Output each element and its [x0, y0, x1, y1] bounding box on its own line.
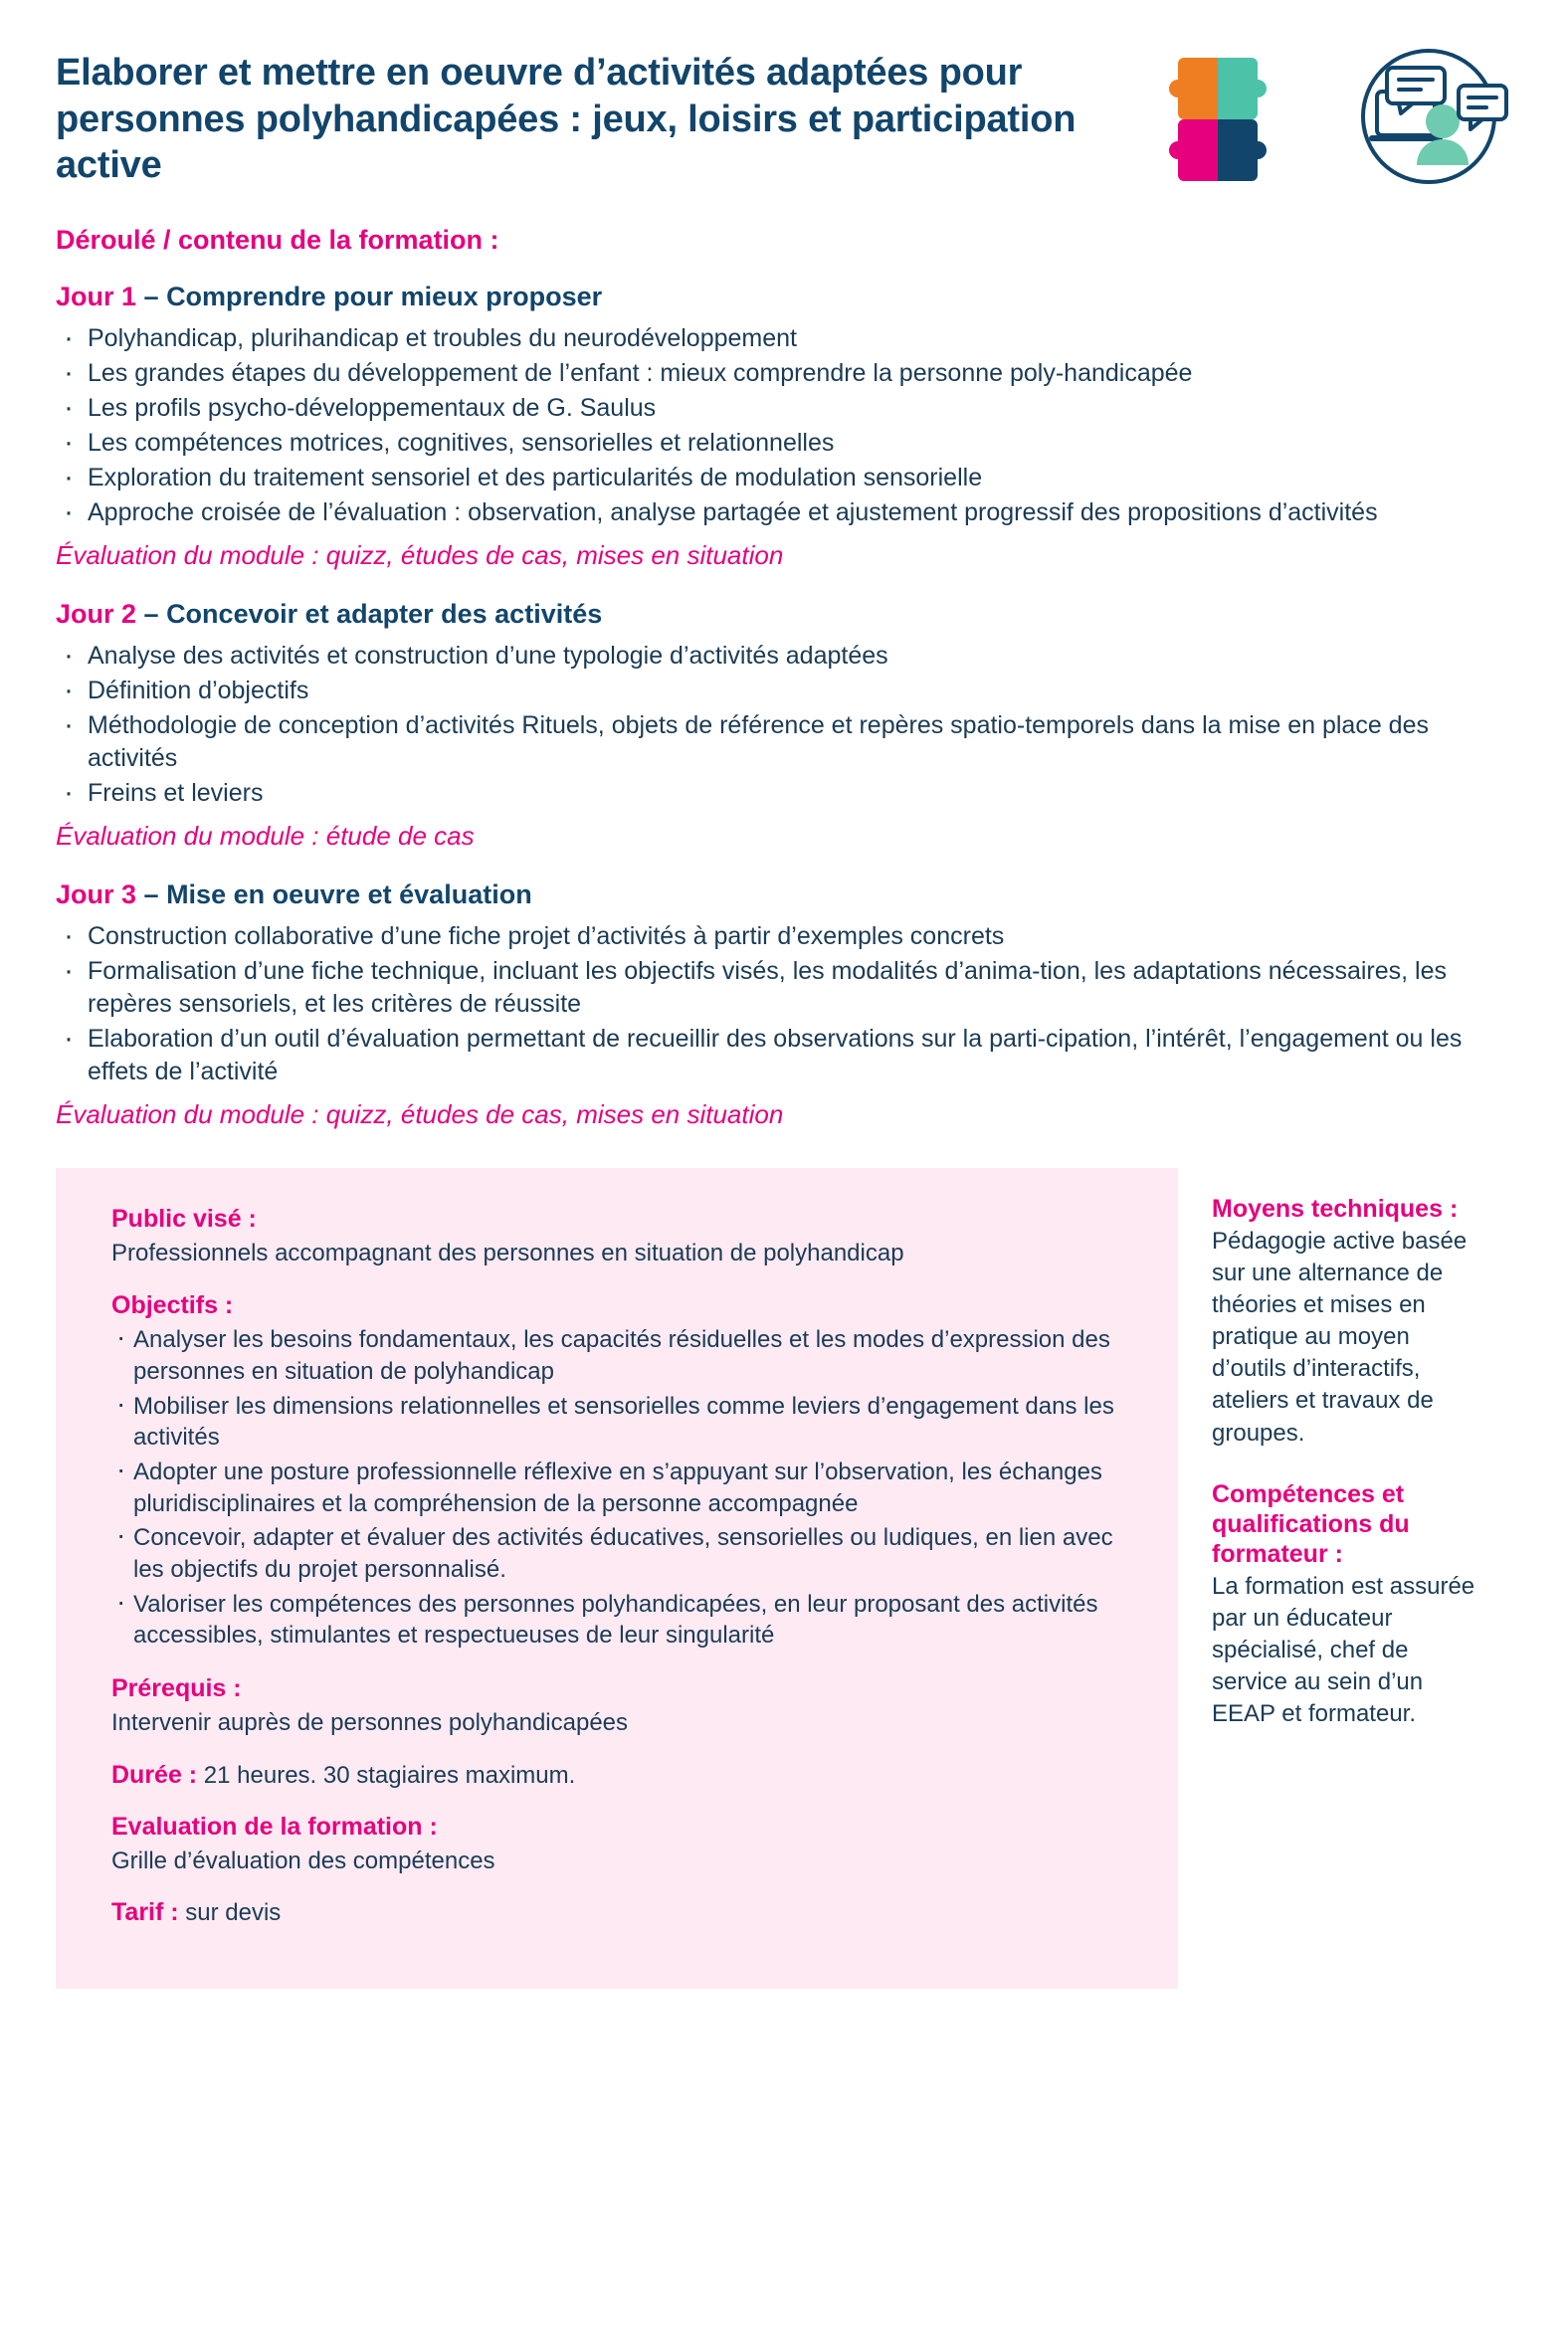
tarif-title: Tarif : — [111, 1898, 179, 1927]
list-item: · Construction collaborative d’une fiche projet d’activités à partir d’exemples concrets — [56, 920, 1512, 953]
day-dash-2: – — [136, 599, 167, 629]
list-item: · Approche croisée de l’évaluation : observation, analyse partagée et ajustement progressif des propositions d’activités — [56, 496, 1512, 529]
list-item: · Mobiliser les dimensions relationnelles et sensorielles comme leviers d’engagement dans les activités — [111, 1391, 1130, 1454]
program-section-title: Déroulé / contenu de la formation : — [56, 225, 499, 256]
public-text: Professionnels accompagnant des personnes en situation de polyhandicap — [111, 1239, 904, 1266]
list-item: · Formalisation d’une fiche technique, incluant les objectifs visés, les modalités d’anima-tion, les adaptations nécessaires, les repères sensoriels, et les critères de réussite — [56, 955, 1512, 1021]
list-item: · Freins et leviers — [56, 777, 1512, 810]
program-section — [56, 225, 1512, 1131]
duree-title: Durée : — [111, 1760, 198, 1789]
tarif-text: sur devis — [178, 1899, 282, 1927]
public-title: Public visé : — [111, 1204, 257, 1233]
puzzle-pieces-icon — [1158, 52, 1277, 181]
day-block-1 — [56, 282, 1512, 573]
day-title-3 — [56, 879, 1512, 910]
objectifs-list — [111, 1324, 1130, 1652]
tarif-group — [111, 1898, 1130, 1927]
list-item: · Définition d’objectifs — [56, 675, 1512, 707]
list-item: · Polyhandicap, plurihandicap et troubles du neurodéveloppement — [56, 322, 1512, 355]
day-block-2 — [56, 599, 1512, 854]
list-item: · Exploration du traitement sensoriel et des particularités de modulation sensorielle — [56, 462, 1512, 494]
list-item: · Concevoir, adapter et évaluer des activités éducatives, sensorielles ou ludiques, en lien avec les objectifs du projet personnalisé. — [111, 1522, 1130, 1585]
day-title-2 — [56, 599, 1512, 630]
day-block-3 — [56, 879, 1512, 1132]
day-evaluation-2: Évaluation du module : étude de cas — [56, 821, 475, 851]
day-evaluation-3: Évaluation du module : quizz, études de cas, mises en situation — [56, 1098, 784, 1129]
prerequis-title: Prérequis : — [111, 1673, 242, 1702]
day-dash-3: – — [136, 878, 167, 909]
day-label-3: Jour 3 — [56, 878, 137, 909]
objectifs-title: Objectifs : — [111, 1291, 234, 1320]
moyens-title: Moyens techniques : — [1212, 1194, 1459, 1223]
evaluation-text: Grille d’évaluation des compétences — [111, 1847, 495, 1874]
info-panel — [56, 1168, 1178, 1990]
list-item: · Méthodologie de conception d’activités Rituels, objets de référence et repères spatio-temporels dans la mise en place des activités — [56, 709, 1512, 775]
competences-title: Compétences et qualifications du formateur : — [1212, 1479, 1410, 1568]
list-item: · Elaboration d’un outil d’évaluation permettant de recueillir des observations sur la parti-cipation, l’intérêt, l’engagement ou les effets de l’activité — [56, 1023, 1512, 1088]
day-label-1: Jour 1 — [56, 282, 137, 312]
duree-text: 21 heures. 30 stagiaires maximum. — [197, 1761, 576, 1789]
day-evaluation-1: Évaluation du module : quizz, études de cas, mises en situation — [56, 540, 784, 571]
day-dash-1: – — [136, 282, 167, 312]
duree-group — [111, 1761, 1130, 1790]
side-panel — [1178, 1168, 1512, 1990]
day-name-2: Concevoir et adapter des activités — [166, 599, 603, 629]
list-item: · Les profils psycho-développementaux de G. Saulus — [56, 392, 1512, 425]
list-item: · Adopter une posture professionnelle réflexive en s’appuyant sur l’observation, les échanges pluridisciplinaires et la compréhension de la personne accompagnée — [111, 1457, 1130, 1519]
day-name-3: Mise en oeuvre et évaluation — [166, 878, 532, 909]
day-items-1 — [56, 322, 1512, 529]
list-item: · Les compétences motrices, cognitives, sensorielles et relationnelles — [56, 427, 1512, 460]
public-group — [111, 1204, 1130, 1269]
document-header — [56, 40, 1512, 189]
competences-text: La formation est assurée par un éducateur spécialisé, chef de service au sein d’un EEAP et formateur. — [1212, 1572, 1475, 1728]
prerequis-group — [111, 1673, 1130, 1739]
day-items-2 — [56, 640, 1512, 810]
page-title: Elaborer et mettre en oeuvre d’activités adaptées pour personnes polyhandicapées : jeux, loisirs et participation active — [56, 52, 1077, 187]
moyens-group — [1212, 1194, 1486, 1450]
video-conference-icon — [1295, 48, 1512, 185]
competences-group — [1212, 1479, 1486, 1731]
day-title-1 — [56, 282, 1512, 312]
evaluation-title: Evaluation de la formation : — [111, 1812, 438, 1841]
list-item: · Les grandes étapes du développement de l’enfant : mieux comprendre la personne poly-handicapée — [56, 357, 1512, 390]
bottom-panels — [56, 1168, 1512, 1990]
evaluation-group — [111, 1812, 1130, 1877]
list-item: · Analyse des activités et construction d’une typologie d’activités adaptées — [56, 640, 1512, 673]
list-item: · Analyser les besoins fondamentaux, les capacités résiduelles et les modes d’expression des personnes en situation de polyhandicap — [111, 1324, 1130, 1387]
moyens-text: Pédagogie active basée sur une alternance de théories et mises en pratique au moyen d’outils d’interactifs, ateliers et travaux de groupes. — [1212, 1227, 1468, 1447]
prerequis-text: Intervenir auprès de personnes polyhandicapées — [111, 1708, 629, 1736]
day-name-1: Comprendre pour mieux proposer — [166, 282, 603, 312]
list-item: · Valoriser les compétences des personnes polyhandicapées, en leur proposant des activités accessibles, stimulantes et respectueuses de leur singularité — [111, 1589, 1130, 1652]
day-items-3 — [56, 920, 1512, 1088]
objectifs-group — [111, 1290, 1130, 1652]
header-icon-group — [1158, 48, 1512, 185]
day-label-2: Jour 2 — [56, 599, 137, 629]
